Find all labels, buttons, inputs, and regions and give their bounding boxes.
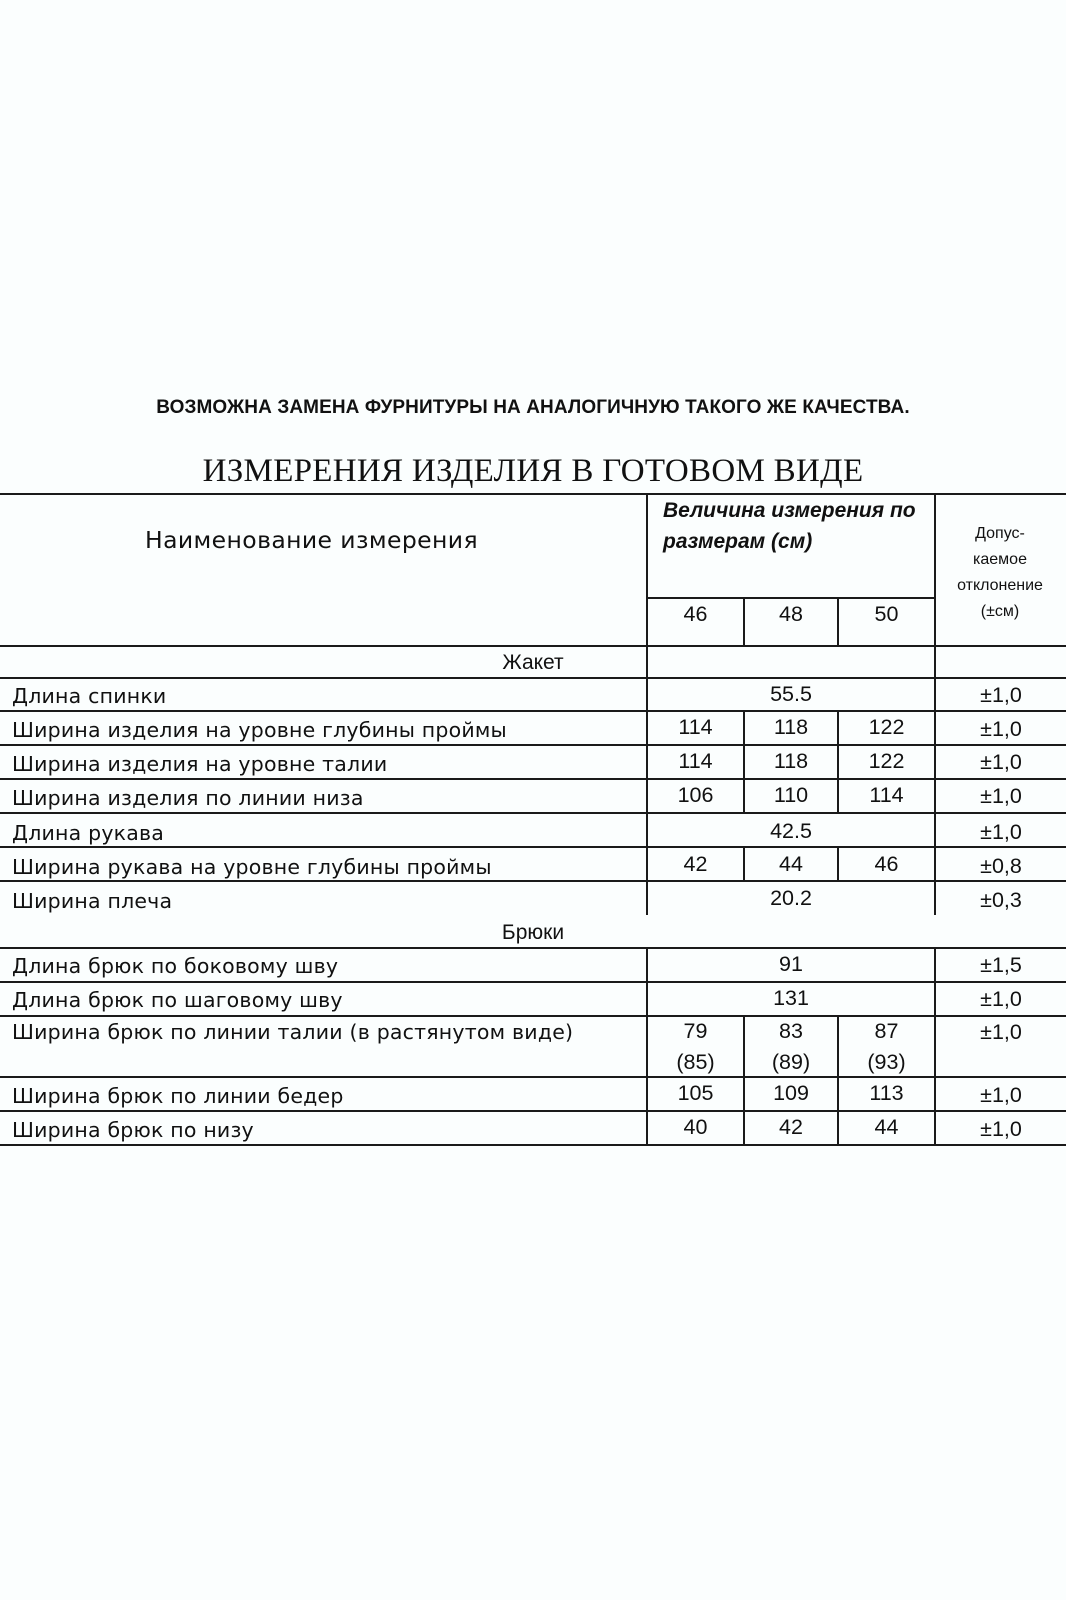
row-name: Ширина брюк по линии бедер — [12, 1084, 344, 1108]
tolerance-value: ±1,0 — [980, 1083, 1022, 1107]
row-rule — [0, 981, 1066, 983]
row-name: Длина рукава — [12, 821, 165, 845]
merged-value: 131 — [773, 986, 809, 1010]
size-value: 46 — [874, 852, 899, 876]
tolerance-header-line: каемое — [973, 551, 1027, 568]
tolerance-header-line: (±см) — [980, 603, 1020, 620]
hardware-notice: ВОЗМОЖНА ЗАМЕНА ФУРНИТУРЫ НА АНАЛОГИЧНУЮ ТАКОГО ЖЕ КАЧЕСТВА. — [156, 397, 910, 418]
tolerance-value: ±1,0 — [980, 1020, 1022, 1044]
tolerance-value: ±1,0 — [980, 784, 1022, 808]
header-bottom-rule — [0, 645, 1066, 647]
measurement-name-header: Наименование измерения — [145, 526, 478, 554]
size-value: 106 — [677, 783, 714, 807]
row-rule — [0, 846, 1066, 848]
row-rule — [0, 744, 1066, 746]
row-name: Ширина изделия на уровне талии — [12, 752, 388, 776]
size-header-line: размерам (см) — [663, 530, 813, 553]
size-value: 118 — [773, 715, 809, 739]
row-name: Ширина брюк по низу — [12, 1118, 254, 1142]
row-name: Ширина рукава на уровне глубины проймы — [12, 855, 492, 879]
size-value-relaxed: (89) — [771, 1050, 811, 1074]
row-rule — [0, 710, 1066, 712]
row-name: Ширина плеча — [12, 889, 173, 913]
tolerance-value: ±0,8 — [980, 854, 1022, 878]
size-value: 110 — [773, 783, 809, 807]
tolerance-header-line: отклонение — [957, 577, 1043, 594]
size-value: 114 — [678, 749, 713, 773]
row-name: Ширина изделия по линии низа — [12, 786, 364, 810]
size-value: 42 — [779, 1115, 803, 1139]
column-rule — [934, 947, 936, 1145]
size-value: 118 — [773, 749, 809, 773]
tolerance-value: ±1,0 — [980, 820, 1022, 844]
row-rule — [0, 1076, 1066, 1078]
table-bottom-rule — [0, 1144, 1066, 1146]
size-value: 87 — [874, 1019, 899, 1043]
size-50-header: 50 — [874, 602, 899, 626]
tolerance-value: ±1,0 — [980, 683, 1022, 707]
size-value-relaxed: (93) — [867, 1050, 906, 1074]
row-rule — [0, 812, 1066, 814]
tolerance-value: ±1,0 — [980, 750, 1022, 774]
size-header-line: Величина измерения по — [663, 499, 916, 522]
merged-value: 91 — [779, 952, 803, 976]
tolerance-value: ±1,5 — [980, 953, 1022, 977]
size-48-header: 48 — [779, 602, 803, 626]
size-value-relaxed: (85) — [676, 1050, 715, 1074]
size-value: 114 — [678, 715, 713, 739]
row-name: Ширина брюк по линии талии (в растянутом виде) — [12, 1020, 574, 1044]
size-value: 105 — [677, 1081, 714, 1105]
size-46-header: 46 — [683, 602, 708, 626]
size-value-header — [663, 495, 943, 557]
size-header-rule — [648, 597, 934, 599]
tolerance-header-line: Допус- — [975, 525, 1025, 542]
section-title-jacket: Жакет — [502, 651, 564, 674]
page-title: ИЗМЕРЕНИЯ ИЗДЕЛИЯ В ГОТОВОМ ВИДЕ — [202, 453, 864, 489]
tolerance-value: ±1,0 — [980, 1117, 1022, 1141]
size-value: 122 — [868, 749, 905, 773]
size-value: 114 — [869, 783, 904, 807]
row-rule — [0, 880, 1066, 882]
merged-value: 42.5 — [770, 819, 812, 843]
row-rule — [0, 1110, 1066, 1112]
size-value: 44 — [779, 852, 803, 876]
section-title-trousers: Брюки — [501, 921, 565, 944]
row-name: Ширина изделия на уровне глубины проймы — [12, 718, 507, 742]
size-value: 122 — [868, 715, 905, 739]
size-value: 113 — [869, 1081, 904, 1105]
column-rule — [646, 947, 648, 1145]
size-value: 79 — [683, 1019, 708, 1043]
merged-value: 20.2 — [770, 886, 812, 910]
row-rule — [0, 677, 1066, 679]
size-value: 44 — [874, 1115, 899, 1139]
row-rule — [0, 1015, 1066, 1017]
tolerance-value: ±0,3 — [980, 888, 1022, 912]
size-value: 42 — [683, 852, 708, 876]
row-rule — [0, 947, 1066, 949]
row-name: Длина спинки — [12, 684, 167, 708]
tolerance-header — [934, 521, 1066, 625]
row-name: Длина брюк по шаговому шву — [12, 988, 343, 1012]
row-name: Длина брюк по боковому шву — [12, 954, 339, 978]
tolerance-value: ±1,0 — [980, 987, 1022, 1011]
size-value: 83 — [779, 1019, 803, 1043]
size-value: 109 — [773, 1081, 809, 1105]
tolerance-value: ±1,0 — [980, 717, 1022, 741]
merged-value: 55.5 — [770, 682, 812, 706]
row-rule — [0, 778, 1066, 780]
size-value: 40 — [683, 1115, 708, 1139]
